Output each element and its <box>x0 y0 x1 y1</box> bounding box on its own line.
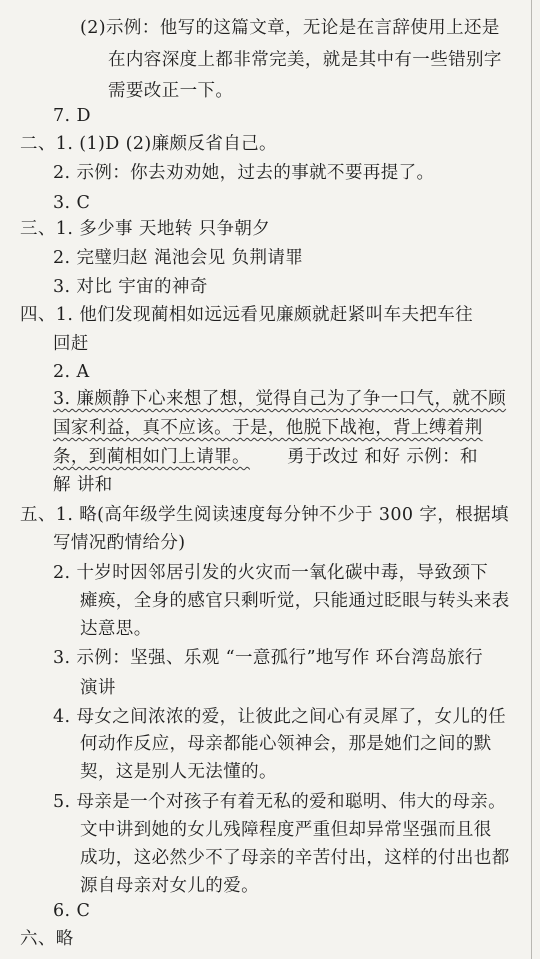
answer-line: 5. 母亲是一个对孩子有着无私的爱和聪明、伟大的母亲。 <box>53 792 507 812</box>
answer-line: 3. 廉颇静下心来想了想，觉得自己为了争一口气，就不顾 <box>53 389 507 409</box>
answer-line: 写情况酌情给分) <box>53 533 186 553</box>
answer-line: 需要改正一下。 <box>108 81 234 101</box>
answer-line: 五、1. 略(高年级学生阅读速度每分钟不少于 300 字，根据填 <box>20 505 509 525</box>
answer-line: 解 讲和 <box>53 475 113 495</box>
answer-line: 达意思。 <box>80 619 152 639</box>
answer-line: 瘫痪，全身的感官只剩听觉，只能通过眨眼与转头来表 <box>80 591 510 611</box>
answer-line: 三、1. 多少事 天地转 只争朝夕 <box>20 219 271 239</box>
answer-line: 六、略 <box>20 929 74 949</box>
answer-line: 成功，这必然少不了母亲的辛苦付出，这样的付出也都 <box>80 848 510 868</box>
answer-line: 4. 母女之间浓浓的爱，让彼此之间心有灵犀了，女儿的任 <box>53 707 507 727</box>
answer-line: 3. 对比 宇宙的神奇 <box>53 277 208 297</box>
answer-line: (2)示例：他写的这篇文章，无论是在言辞使用上还是 <box>80 18 500 38</box>
answer-line: 契，这是别人无法懂的。 <box>80 762 277 782</box>
answer-line: 2. A <box>53 362 90 382</box>
page-edge-line <box>531 0 532 959</box>
answer-line: 国家利益，真不应该。于是，他脱下战袍，背上缚着荆 <box>53 418 483 438</box>
answer-line: 在内容深度上都非常完美，就是其中有一些错别字 <box>108 50 502 70</box>
answer-line: 3. 示例：坚强、乐观 “一意孤行”地写作 环台湾岛旅行 <box>53 648 483 668</box>
answer-line: 6. C <box>53 901 91 921</box>
answer-line: 二、1. (1)D (2)廉颇反省自己。 <box>20 134 277 154</box>
answer-line: 演讲 <box>80 678 116 698</box>
answer-line: 2. 十岁时因邻居引发的火灾而一氧化碳中毒，导致颈下 <box>53 563 489 583</box>
answer-line: 2. 示例：你去劝劝她，过去的事就不要再提了。 <box>53 163 435 183</box>
answer-line: 7. D <box>53 106 91 126</box>
answer-line: 文中讲到她的女儿残障程度严重但却异常坚强而且很 <box>80 820 492 840</box>
answer-line: 条，到蔺相如门上请罪。 <box>53 447 250 467</box>
answer-line: 回赶 <box>53 334 89 354</box>
answer-line: 源自母亲对女儿的爱。 <box>80 876 259 896</box>
answer-line: 3. C <box>53 193 91 213</box>
answer-line: 何动作反应，母亲都能心领神会，那是她们之间的默 <box>80 734 492 754</box>
answer-line: 四、1. 他们发现蔺相如远远看见廉颇就赶紧叫车夫把车往 <box>20 305 474 325</box>
answer-line: 勇于改过 和好 示例：和 <box>287 447 478 467</box>
answer-line: 2. 完璧归赵 渑池会见 负荆请罪 <box>53 248 304 268</box>
